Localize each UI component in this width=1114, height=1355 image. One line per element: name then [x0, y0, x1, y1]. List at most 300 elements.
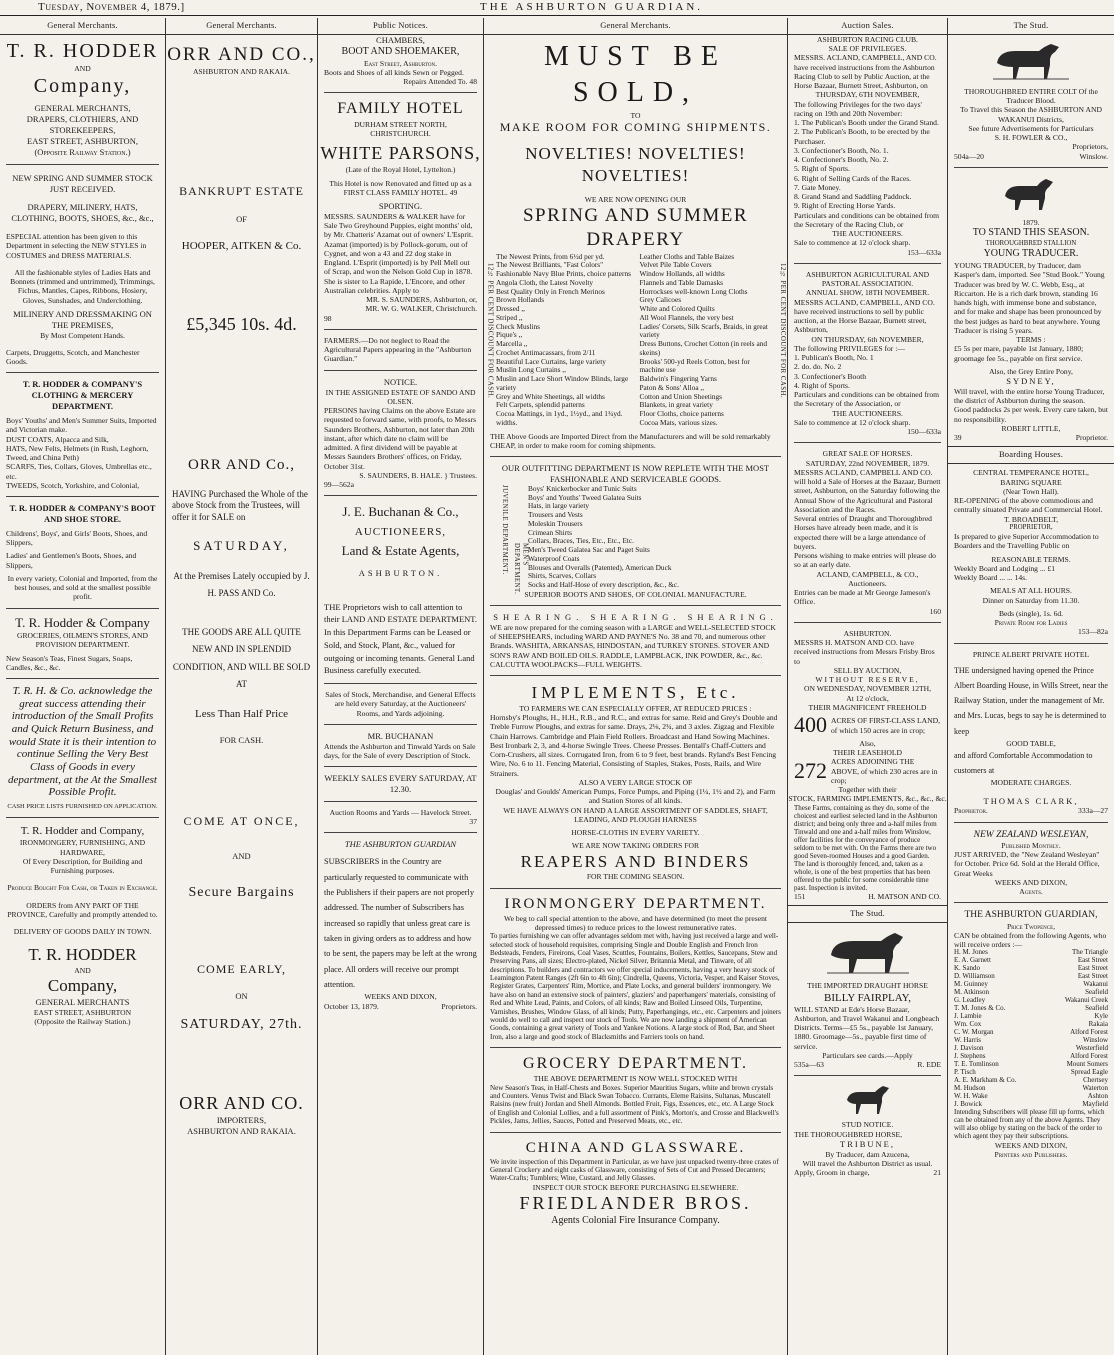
list-item: Dressed ,, — [496, 304, 525, 314]
weekly-board: Weekly Board ... ... 14s. — [954, 573, 1027, 583]
guardian-heading: THE ASHBURTON GUARDIAN — [344, 839, 457, 850]
cash-notice: CASH PRICE LISTS FURNISHED ON APPLICATION. — [7, 802, 158, 810]
list-item: Floor Cloths, choice patterns — [639, 409, 724, 419]
agent-place: East Street — [1077, 972, 1108, 981]
issue-date: Tuesday, November 4, 1879.] — [38, 1, 185, 13]
particulars-text: Particulars and conditions can be obtained from the Secretary of the Racing Club, or — [794, 210, 940, 229]
horse-sale-heading: GREAT SALE OF HORSES. — [822, 449, 913, 459]
variety-text: In every variety, Colonial and Imported, from the best houses, and sold at the smallest possible profit. — [7, 573, 158, 602]
superior-text: SUPERIOR BOOTS AND SHOES, OF COLONIAL MANUFACTURE. — [524, 589, 747, 599]
divider — [490, 456, 781, 457]
drapery-right — [640, 253, 776, 428]
auctioneers-text: AUCTIONEERS, — [354, 525, 447, 538]
agent-table — [948, 949, 1114, 1108]
arrived-text: JUST ARRIVED, the "New Zealand Wesleyan" for October. Price 6d. Sold at the Herald Office, Great Weeks — [954, 850, 1100, 878]
divider — [954, 167, 1108, 168]
agents-text: Agents. — [1019, 887, 1043, 897]
persons-text: PERSONS having Claims on the above Estate are requested to forward same, with proofs, to Messrs Saunders Brothers, Ashburton, not later than 20th instant, after which date no claim will be admitted. A first dividend will be payable at Messrs Saunders Brothers' offices, on Friday, October 31st. — [324, 406, 477, 471]
also-text: Also, the Grey Entire Pony, — [989, 366, 1073, 376]
trh-notice: T. R. H. & Co. acknowledge the great success attending their introduction of the Small Profits and Quick Return Business, and would State it is their intention to continue Selling the Very Best Class of Goods in every department, at the At the Smallest Possible Profit. — [8, 685, 157, 799]
agent-place: Ashton — [1087, 1091, 1108, 1100]
renov-text: This Hotel is now Renovated and fitted up as a — [329, 178, 472, 188]
ironmongery-heading: IRONMONGERY DEPARTMENT. — [504, 895, 767, 912]
agent-name: C. W. Morgan — [954, 1027, 994, 1036]
advertiser-name: T. R. Hodder & Company — [15, 614, 150, 630]
list-item: Men's Tweed Galatea Sac and Paget Suits — [528, 545, 650, 555]
agent-name: J. Bowick — [954, 1099, 982, 1108]
goodtable-text: GOOD TABLE, — [1006, 738, 1056, 748]
reasonable-text: REASONABLE TERMS. — [991, 554, 1071, 564]
line: GENERAL MERCHANTS, — [34, 103, 131, 114]
on-text: ON — [235, 991, 248, 1002]
also-text: Also, — [859, 738, 876, 748]
albert-heading: PRINCE ALBERT PRIVATE HOTEL — [972, 649, 1090, 659]
and-text: AND — [74, 966, 91, 976]
agent-name: J. Stephens — [954, 1051, 986, 1060]
ref-number: 98 — [324, 313, 332, 323]
dinner-text: Dinner on Saturday from 11.30. — [982, 595, 1080, 605]
divider — [6, 496, 159, 497]
ref-number: 39 — [954, 433, 962, 443]
discount-side-right: 12½ PER CENT DISCOUNT FOR CASH. — [779, 262, 786, 398]
terms-text: £5 5s per mare, payable 1st January, 1880; groomage fee 5s., payable on first service. — [954, 344, 1084, 363]
pumps-text: Douglas' and Goulds' American Pumps, Force Pumps, and Piping (1¼, 1½ and 2), and Farm and Station Stores of all kinds. — [495, 787, 776, 806]
list-item: 8. Grand Stand and Saddling Paddock. — [794, 192, 912, 202]
divider — [490, 888, 781, 889]
divider — [324, 801, 477, 802]
stud-notice: STUD NOTICE. — [841, 1120, 894, 1130]
acland-text: MESSRS ACLAND, CAMPBELL AND CO. will hold a Sale of Horses at the Bazaar, Burnett street, Ashburton, on the Saturday following the Annual Show of the Agricultural and Pastoral Association and the Races. — [794, 467, 941, 514]
sale-time: Sale to commence at 12 o'clock sharp. — [794, 417, 911, 427]
company-text: Company, — [47, 976, 118, 996]
advertiser-name: ORR AND CO. — [179, 1092, 304, 1113]
list-item: Baldwin's Fingering Yarns — [639, 374, 717, 384]
grocery-sub: THE ABOVE DEPARTMENT IS NOW WELL STOCKED WITH — [533, 1074, 738, 1084]
agent-name: J. Davison — [954, 1043, 984, 1052]
agent-place: Alford Forest — [1070, 1027, 1108, 1036]
ref-number: 333a—27 — [1078, 806, 1108, 816]
land-text: Land & Estate Agents, — [341, 543, 460, 558]
divider — [490, 1132, 781, 1133]
proprietor-name: WHITE PARSONS, — [320, 143, 481, 164]
list-item: Blouses and Overalls (Patented), American Duck — [528, 562, 672, 572]
agent-place: Kyle — [1094, 1012, 1108, 1021]
albert-text: THE undersigned having opened the Prince Albert Boarding House, in Wills Street, near the Railway Station, under the management of Mr. and Mrs. Lucas, begs to say he is determined to keep — [954, 665, 1108, 736]
sales-text: Sales of Stock, Merchandise, and General Effects are held every Saturday, at the Auctioneers' Rooms, and Yards adjoining. — [325, 690, 476, 718]
column-friedlander — [484, 18, 788, 1355]
iron-heading: IRONMONGERY, FURNISHING, AND HARDWARE, — [19, 838, 146, 857]
must-sold-banner: MUST BE SOLD, — [543, 40, 728, 108]
implements-text: Hornsby's Ploughs, H., H.H., R.B., and R.C., and extras for same. Reid and Grey's Double and Treble Furrow Ploughs, and extras for same. Drays, 2⅛, 2¾, and 3 axles. Zigzag and Flexible Chain Harrows. Cambridge and Plain Field Rollers. Broadcast and Hand Sowing Machines. Best Ironbark 2, 3, and 4-horse Swingle Trees. Cheese Presses. Bentall's Chaff-Cutters and Corn-Crushers, all sizes. Corrugated Iron, from 6 to 9 feet, best brands. Ryland's Best Fencing Wire, No. 6 to 11. Fencing Material, Consisting of Staples, Stakes, Posts, Rails, and Wire Strainers. — [490, 713, 778, 778]
goods-text: THE GOODS ARE ALL QUITE NEW AND IN SPLENDID CONDITION, AND WILL BE SOLD AT — [172, 627, 311, 689]
column-public-notices — [318, 18, 484, 1355]
first-text: FIRST CLASS FAMILY HOTEL. 49 — [343, 187, 458, 197]
proprietor: PROPRIETOR, — [1009, 523, 1053, 531]
china-heading: CHINA AND GLASSWARE. — [525, 1139, 746, 1156]
weekly-lodging: Weekly Board and Lodging ... £1 — [954, 563, 1056, 573]
having-text: HAVING Purchased the Whole of the above Stock from the Trustees, will offer it for SALE on — [172, 488, 308, 522]
advertiser-name: J. E. Buchanan & Co., — [342, 504, 459, 520]
address: East Street, Ashburton. — [363, 58, 438, 68]
list-item: Grey and White Sheetings, all widths — [496, 391, 605, 401]
discount-side-left: 12½ PER CENT DISCOUNT FOR CASH. — [486, 262, 494, 398]
acres272-text: ACRES ADJOINING THE ABOVE, of which 230 acres are in crop; — [831, 757, 938, 785]
list-item: Grey Calicoes — [639, 295, 682, 305]
divider — [6, 678, 159, 679]
boys-text: Boys' Youths' and Men's Summer Suits, Imported and Victorian make. — [6, 416, 157, 435]
published-text: Published Monthly. — [1001, 840, 1061, 850]
list-item: Crimean Shirts — [528, 527, 572, 537]
location: ASHBURTON AND RAKAIA. — [192, 67, 291, 77]
thursday-text: THURSDAY, 6TH NOVEMBER, — [815, 90, 920, 100]
divider — [324, 329, 477, 330]
sat22-text: SATURDAY, 22nd NOVEMBER, 1879. — [805, 458, 930, 468]
hotel-name: FAMILY HOTEL — [337, 100, 464, 118]
farmers-text: TO FARMERS WE CAN ESPECIALLY OFFER, AT REDUCED PRICES : — [519, 703, 752, 713]
hooper-text: HOOPER, AITKEN & Co. — [181, 239, 302, 252]
outfitting-heading: OUR OUTFITTING DEPARTMENT IS NOW REPLETE WITH THE MOST FASHIONABLE AND SERVICEABLE GOODS. — [501, 463, 770, 484]
tweeds-text: TWEEDS, Scotch, Yorkshire, and Colonial, — [6, 480, 140, 490]
drapery-list — [484, 253, 787, 428]
acland-text: MESSRS. ACLAND, CAMPBELL, AND CO. have received instructions from the Ashburton Racing Club to sell by Public Auction, at the Horse Bazaar, Burnett Street, Ashburton, on — [794, 53, 937, 91]
divider — [6, 817, 159, 818]
address: DURHAM STREET NORTH, CHRISTCHURCH. — [354, 119, 447, 139]
and-text: AND — [74, 64, 91, 74]
tribune-name: TRIBUNE, — [840, 1138, 895, 1149]
list-item: Boys' Knickerbocker and Tunic Suits — [528, 483, 637, 493]
mrb-heading: MR. BUCHANAN — [367, 730, 434, 741]
weeks-text: WEEKS AND DIXON, — [994, 877, 1068, 887]
tribune-by: By Traducer, dam Azucena, — [825, 1149, 910, 1159]
racehorse-icon — [843, 1082, 893, 1116]
line: EAST STREET, ASHBURTON — [33, 1007, 132, 1017]
paper-title: THE ASHBURTON GUARDIAN. — [480, 1, 704, 13]
agent-place: Spread Eagle — [1070, 1067, 1108, 1076]
proprietor: Proprietor. — [954, 806, 988, 816]
signature: R. EDE — [917, 1060, 941, 1070]
column-header: Public Notices. — [318, 18, 483, 35]
prepared-text: Is prepared to give Superior Accommodation to Boarders and the Travelling Public on — [954, 532, 1099, 551]
early-text: COME EARLY, — [197, 961, 286, 976]
following-text: The following PRIVILEGES for :— — [794, 343, 905, 353]
make-room-text: MAKE ROOM FOR COMING SHIPMENTS. — [499, 119, 772, 134]
ref-number: 153—633a — [907, 247, 941, 257]
sydney-name: SYDNEY, — [1006, 376, 1056, 386]
column-header: The Stud. — [948, 18, 1114, 35]
agent-place: Alford Forest — [1070, 1051, 1108, 1060]
leasehold-text: THEIR LEASEHOLD — [833, 748, 902, 758]
list-item: Check Muslins — [496, 321, 540, 331]
line: DRAPERS, CLOTHIERS, AND STOREKEEPERS, — [26, 114, 139, 136]
advertiser-name: ORR AND CO., — [167, 43, 316, 65]
saddles-text: WE HAVE ALWAYS ON HAND A LARGE ASSORTMENT OF SADDLES, SHAFT, LEADING, AND PLOUGH HARNESS — [503, 805, 768, 824]
ref-number: 37 — [469, 817, 477, 827]
sell-text: SELL BY AUCTION, — [833, 665, 902, 675]
boot-heading: BOOT AND SHOEMAKER, — [341, 45, 460, 57]
hats-text: HATS, New Felts, Helmets (in Rush, Leghorn, Tweed, and China Peth) — [6, 443, 149, 463]
ref-number: 151 — [794, 892, 806, 902]
boarding-header: Boarding Houses. — [948, 446, 1114, 464]
premises-text: At the Premises Lately occupied by J. H. PASS AND Co. — [173, 571, 310, 599]
stallion-icon — [1001, 174, 1061, 214]
agent-name: J. Lambie — [954, 1012, 982, 1021]
weeks-text: WEEKS AND DIXON, — [994, 1140, 1068, 1150]
of-text: OF — [236, 213, 247, 224]
list-item: 2. The Publican's Booth, to be erected by the Purchaser. — [794, 127, 930, 146]
list-item: Fashionable Navy Blue Prints, choice patterns — [496, 269, 631, 279]
novelties-banner: NOVELTIES! NOVELTIES! NOVELTIES! — [525, 144, 746, 185]
advertiser-name: T. R. Hodder and Company, — [20, 825, 145, 838]
ref-number: 21 — [933, 1168, 941, 1178]
late-text: (Late of the Royal Hotel, Lyttelton.) — [345, 165, 456, 175]
list-item: Waterproof Coats — [528, 553, 580, 563]
agent-name: D. Williamson — [954, 972, 995, 981]
list-item: Horrockses well-known Long Cloths — [639, 286, 748, 296]
agent-place: Chertsey — [1083, 1075, 1108, 1084]
list-item: Cocoa Mats, various sizes. — [639, 417, 718, 427]
together-text: Together with their — [838, 785, 897, 795]
list-item: 6. Right of Selling Cards of the Races. — [794, 173, 912, 183]
stallion-text: THOROUGHBRED STALLION — [985, 239, 1077, 247]
price-text: Price Twopence, — [1006, 921, 1056, 931]
list-item: Velvet Pile Table Covers — [639, 260, 712, 270]
entries-text: Entries can be made at Mr George Jameson's Office. — [794, 588, 931, 607]
near-text: (Near Town Hall). — [1003, 486, 1059, 496]
moderate-text: MODERATE CHARGES. — [990, 778, 1072, 788]
colt-icon — [991, 39, 1071, 83]
sat27-text: SATURDAY, 27th. — [180, 1017, 303, 1033]
reopening-text: RE-OPENING of the above commodious and centrally situated Private and Commercial Hotel. — [954, 496, 1103, 515]
privileges-heading: SALE OF PRIVILEGES. — [828, 44, 907, 54]
delivery-text: DELIVERY OF GOODS DAILY IN TOWN. — [13, 927, 152, 937]
draught-horse-icon — [823, 927, 913, 977]
list-item: Angola Cloth, the Latest Novelty — [496, 277, 594, 287]
list-item: The Newest Prints, from 6½d per yd. — [496, 251, 605, 261]
divider — [794, 1075, 941, 1076]
column-general-merchants-hodder — [0, 18, 166, 1355]
childrens-text: Childrens', Boys', and Girls' Boots, Shoes, and Slippers, — [6, 528, 148, 548]
acres-400: 400 — [794, 712, 827, 738]
produce-text: Produce Bought For Cash, or Taken in Exchange. — [7, 883, 158, 893]
groceries-heading: GROCERIES, OILMEN'S STORES, AND PROVISION DEPARTMENT. — [17, 631, 148, 650]
agent-place: Mount Somers — [1066, 1059, 1108, 1068]
divider — [6, 164, 159, 165]
divider — [954, 902, 1108, 903]
tostand-heading: TO STAND THIS SEASON. — [972, 227, 1090, 239]
drapery-heading: DRAPERY, MILINERY, HATS, CLOTHING, BOOTS, SHOES, &c., &c., — [11, 202, 154, 224]
amount: £5,345 10s. 4d. — [186, 313, 297, 334]
clark-name: THOMAS CLARK, — [983, 795, 1079, 806]
teas-text: New Season's Teas, Finest Sugars, Soaps, Candles, &c., &c. — [6, 653, 133, 672]
proprietors: Proprietors. — [441, 1001, 477, 1011]
agent-place: East Street — [1077, 964, 1108, 973]
advertiser-name: T. R. HODDER — [28, 945, 137, 965]
weeks-text: WEEKS AND DIXON, — [364, 992, 437, 1002]
divider — [954, 822, 1108, 823]
list-item: Shirts, Scarves, Collars — [528, 571, 597, 581]
agent-place: Wakanui Creek — [1064, 996, 1108, 1005]
apply-text: Apply, Groom in charge, — [794, 1168, 870, 1178]
drapery-left — [496, 253, 632, 428]
stud-header: The Stud. — [788, 905, 947, 923]
location: ASHBURTON. — [843, 628, 892, 638]
and-text: AND — [232, 851, 251, 862]
horse-cloths-text: HORSE-CLOTHS IN EVERY VARIETY. — [571, 828, 700, 838]
location: ASHBURTON AND RAKAIA. — [187, 1125, 296, 1136]
paddocks-text: Good paddocks 2s per week. Every care taken, but no responsibility. — [954, 405, 1108, 424]
obtained-text: CAN be obtained from the following Agents, who will receive orders :— — [954, 930, 1107, 950]
column-header: General Merchants. — [166, 18, 317, 35]
iron-text: Of Every Description, for Building and Furnishing purposes. — [22, 856, 143, 876]
column-stud-boarding — [948, 18, 1114, 1355]
agents-text: Agents Colonial Fire Insurance Company. — [551, 1215, 720, 1227]
iron-text: To parties furnishing we can offer advantages seldom met with, having just received a large and well-selected stock of household requisites, comprising Single and Double English and French Iron Bedsteads, Fenders, Fireirons, Coal Vases, Scuttles, Fountains, Boilers, Kettles, Saucepans, Stew and Preserving Pans, all sizes; Electro-plated, Nickel Silver, Britannia Metal, and Tinware, of all descriptions. To builders and contractors we offer special inducements, having a very heavy stock of Leamington Patent Ranges (2ft 6in to 4ft 6in); Cindrella, Queens, Victoria, Vesper, and Kaiser Stoves, Register Grates, Carpenters' Rim, Mortice, and Plate Locks, and general builders' ironmongery. We have also on hand an extensive stock of painters', glaziers' and paperhangers' materials, consisting of Red and White Lead, Paints, and Colors, of all kinds; Raw and Boiled Linseed Oils, Turpentine, Varnishes, Brushes, Window Glass, of all kinds; Putty, Paperhangings, etc., etc. Carpenters and joiners would do well to call and inspect our stock of Tools. We are now landing a shipment of American Goods, containing a great variety of Tools and Yankee Notions. A large stock of Rod, Bar, and Sheet Iron, also a large and good stock of Blacksmiths and Farriers tools on hand. — [490, 932, 781, 1041]
trustees-text: S. SAUNDERS, B. HALE. } Trustees. — [359, 470, 477, 480]
list-item: Hats, in large variety — [528, 501, 590, 511]
list-item: Marcella ,, — [496, 339, 528, 349]
signature: MR. S. SAUNDERS, Ashburton, or, — [366, 295, 477, 305]
signature: H. MATSON AND CO. — [868, 892, 941, 902]
proprietor: Proprietor. — [1075, 433, 1108, 443]
advertiser-name: T. R. HODDER — [6, 39, 159, 62]
opening-text: WE ARE NOW OPENING OUR — [584, 194, 687, 204]
freehold-text: THEIR MAGNIFICENT FREEHOLD — [808, 702, 927, 712]
repairs-text: Repairs Attended To. 48 — [403, 77, 477, 87]
see-text: See future Advertisements for Particulars — [968, 123, 1094, 133]
list-item: 5. Right of Sports. — [794, 164, 850, 174]
list-item: Trousers and Vests — [528, 510, 583, 520]
shearing-text: WE are now prepared for the coming season with a LARGE and WELL-SELECTED STOCK of SHEEPSHEARS, including WARD AND PAYNE'S No. 38 and 70, and numerous other Brands. WASHITA, ARKANSAS, HINDOSTAN, and TURKEY STONES. STOVER AND SON'S RAW AND BOILED OILS. RADDLE, LAMPBLACK, INK POWDER, &c., &c. CALCUTTA WOOLPACKS—FULL WEIGHTS. — [490, 622, 776, 669]
auctioneers-text: THE AUCTIONEERS. — [832, 229, 903, 239]
list-item: Blankets, in great variety — [639, 400, 713, 410]
divider — [490, 1047, 781, 1048]
bankrupt-heading: BANKRUPT ESTATE — [179, 184, 304, 199]
divider — [6, 608, 159, 609]
column-general-merchants-orr — [166, 18, 318, 1355]
year-text: 1879. — [1022, 217, 1040, 227]
beds-text: Beds (single), 1s. 6d. — [998, 608, 1064, 618]
agent-place: Westerfield — [1075, 1043, 1108, 1052]
auctioneers-text: Auctioneers. — [848, 578, 887, 588]
scarfs-text: SCARFS, Ties, Collars, Gloves, Umbrellas etc., etc. — [6, 462, 152, 481]
list-item: White and Colored Quilts — [639, 304, 715, 314]
list-item: 1. The Publican's Booth under the Grand Stand. — [794, 118, 939, 128]
juvenile-label: JUVENILE DEPARTMENT. — [501, 484, 509, 575]
inspect-text: INSPECT OUR STOCK BEFORE PURCHASING ELSEWHERE. — [532, 1182, 739, 1192]
list-item: 9. Right of Erecting Horse Yards. — [794, 201, 896, 211]
at12-text: At 12 o'clock, — [846, 693, 889, 703]
list-item: Striped ,, — [496, 312, 523, 322]
dust-text: DUST COATS, Alpacca and Silk, — [6, 434, 109, 444]
billy-text: WILL STAND at Ede's Horse Bazaar, Ashburton, and Travel Wakanui and Longbeach Districts. Terms—£5 5s., payable 1st January, 1880. Groomage—5s., payable first time of service. — [794, 1004, 940, 1051]
divider — [324, 495, 477, 496]
acres-272: 272 — [794, 757, 827, 783]
agent-name: K. Sando — [954, 964, 981, 973]
list-item: Felt Carpets, splendid patterns — [496, 400, 585, 410]
location: Winslow. — [1079, 151, 1108, 161]
list-item: 4. Right of Sports. — [794, 380, 850, 390]
divider — [324, 92, 477, 93]
racing-heading: ASHBURTON RACING CLUB. — [817, 34, 918, 44]
ref-number: 150—633a — [907, 427, 941, 437]
terms-heading: TERMS : — [1016, 335, 1046, 344]
outfit-list — [528, 485, 773, 590]
billy-name: BILLY FAIRPLAY, — [824, 991, 911, 1004]
imported-text: THE Above Goods are Imported Direct from the Manufacturers and will be sold remarkably CHEAP, in order to make room for coming shipments. — [490, 431, 771, 450]
secure-text: Secure Bargains — [188, 884, 295, 900]
column-header: General Merchants. — [0, 18, 165, 35]
printers-text: Printers and Publishers. — [994, 1149, 1068, 1159]
also-text: ALSO A VERY LARGE STOCK OF — [578, 777, 693, 787]
saunders-text: MESSRS. SAUNDERS & WALKER have for Sale Two Greyhound Puppies, eight months' old, by Mr. Chatteris' Azamat out of owners' L'Esprit. Azamat (imported) is by Pollock-gorum, out of Cygnet, and won a 43 and 22 dog stake in England. L'Esprit (imported) is by Pell Mell out of Scrap, and won the Nelson Gold Cup in 1878. She is sister to La Rapide, L'Encore, and other Australian celebrities. Apply to — [324, 211, 473, 295]
agri-heading: ASHBURTON AGRICULTURAL AND PASTORAL ASSOCIATION. — [805, 269, 930, 289]
farmers-text: FARMERS.—Do not neglect to Read the Agricultural Papers appearing in the "Ashburton Guardian." — [324, 335, 472, 364]
list-item: Brown Hollands — [496, 295, 545, 305]
little-name: ROBERT LITTLE, — [1001, 423, 1061, 433]
proprietors: Proprietors, — [1072, 142, 1108, 152]
sydney-text: Will travel, with the entire horse Young Traducer, the district of Ashburton during the season. — [954, 386, 1105, 406]
baring-text: BARING SQUARE — [1000, 477, 1062, 487]
list-item: Dress Buttons, Crochet Cotton (in reels and skeins) — [639, 339, 767, 357]
divider — [794, 263, 941, 264]
attends-text: Attends the Ashburton and Tinwald Yards on Sale days, for the Sale of every Description of Stock. — [324, 741, 476, 760]
acland-text: MESSRS ACLAND, CAMPBELL, AND CO. have received instructions to sell by public auction, at the Horse Bazaar, Burnett street, Ashburton, — [794, 297, 935, 335]
afford-text: and afford Comfortable Accommodation to customers at — [954, 750, 1093, 776]
line: EAST STREET, ASHBURTON, — [27, 135, 138, 146]
assigned-text: IN THE ASSIGNED ESTATE OF SANDO AND OLSEN. — [325, 387, 476, 406]
list-item: Leather Cloths and Table Baizes — [639, 251, 735, 261]
list-item: Flannels and Table Damasks — [639, 277, 723, 287]
boots-text: Boots and Shoes of all kinds Sewn or Pegged. — [324, 67, 464, 77]
agent-place: Waterton — [1082, 1083, 1108, 1092]
thursday-text: ON THURSDAY, 6th NOVEMBER, — [811, 334, 924, 344]
thorough-heading: THOROUGHBRED ENTIRE COLT Of the Traducer Blood. — [964, 86, 1098, 106]
list-item: Brooks' 500-yd Reels Cotton, best for machine use — [639, 356, 750, 375]
agent-name: H. M. Jones — [954, 948, 988, 957]
saturday-text: SATURDAY, — [193, 537, 290, 553]
location: ASHBURTON. — [358, 567, 443, 578]
shearing-heading: SHEARING. SHEARING. SHEARING. — [493, 612, 778, 623]
young-text: YOUNG TRADUCER, by Traducer, dam Kasper's dam, imported. See "Stud Book." Young Traducer was bred by W. C. Webb, Esq., at Riccarton. He is a rich dark brown, standing 16 hands high, with immense bone and substance, and for make and shape has been pronounced by the best judges as hard to beat anywhere. Young Traducer is rising 5 years. — [954, 261, 1105, 335]
orders-text: ORDERS from ANY PART OF THE PROVINCE, Carefully and promptly attended to. — [7, 900, 158, 919]
divider — [324, 370, 477, 371]
list-item: Window Hollands, all widths — [639, 269, 725, 279]
meals-text: MEALS AT ALL HOURS. — [990, 586, 1072, 596]
weekly-text: WEEKLY SALES EVERY SATURDAY, AT 12.30. — [324, 773, 477, 794]
signature: ACLAND, CAMPBELL, & CO., — [816, 569, 919, 579]
ref-number: 160 — [929, 606, 941, 616]
list-item: Muslin and Lace Short Window Blinds, large variety — [496, 374, 629, 392]
agent-name: M. Guinney — [954, 980, 988, 989]
agent-name: G. Leadley — [954, 996, 986, 1005]
agent-name: P. Tisch — [954, 1067, 976, 1076]
divider — [490, 605, 781, 606]
implements-heading: IMPLEMENTS, Etc. — [531, 683, 740, 703]
divider — [6, 372, 159, 373]
list-item: Cotton and Union Sheetings — [639, 391, 722, 401]
list-item: Moleskin Trousers — [528, 518, 583, 528]
list-item: Boys' and Youths' Tweed Galatea Suits — [528, 492, 642, 502]
signature: MR. W. G. WALKER, Christchurch. — [365, 304, 477, 314]
line: (Opposite the Railway Station.) — [34, 1017, 131, 1027]
agent-place: East Street — [1077, 956, 1108, 965]
friedlander-name: FRIEDLANDER BROS. — [519, 1193, 752, 1214]
notice-heading: NOTICE. — [383, 376, 418, 387]
spring-heading: SPRING AND SUMMER DRAPERY — [522, 204, 749, 251]
divider — [490, 675, 781, 676]
come-text: COME AT ONCE, — [183, 813, 300, 828]
less-text: Less Than Half Price — [195, 707, 288, 720]
